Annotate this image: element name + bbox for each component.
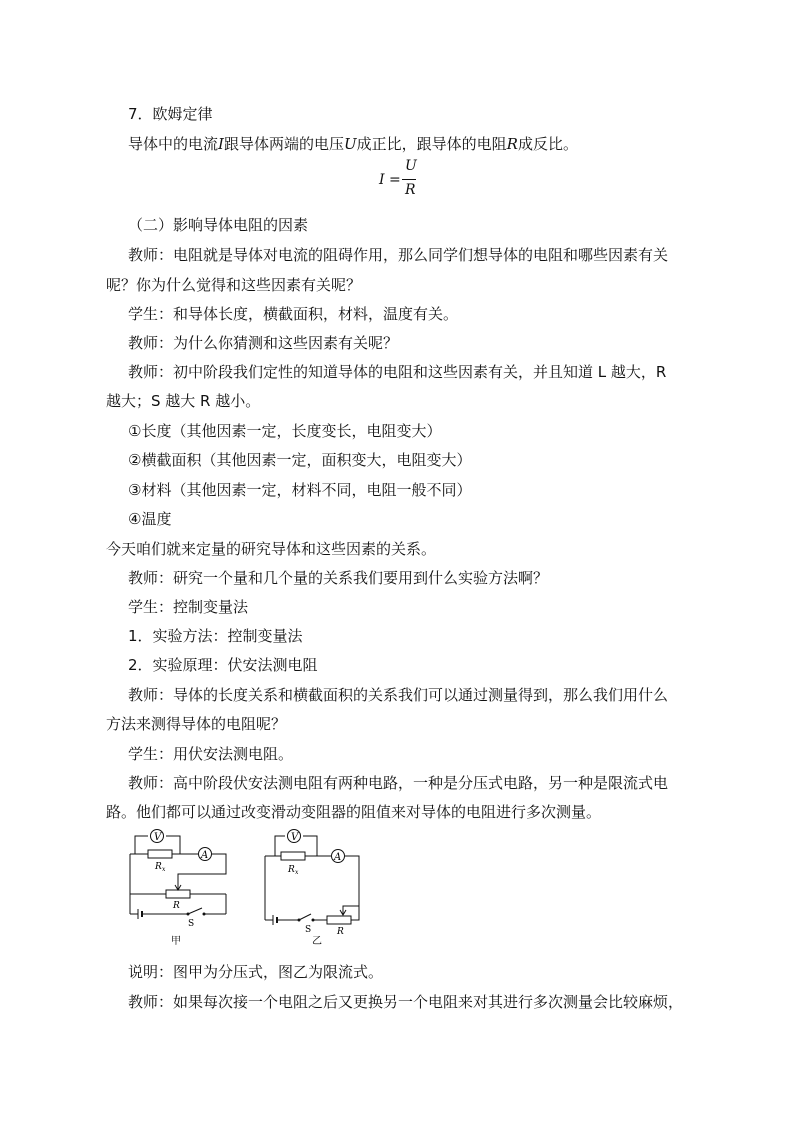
paragraph-teacher-3a: 教师：初中阶段我们定性的知道导体的电阻和这些因素有关，并且知道 L 越大，R: [128, 363, 667, 381]
fraction-bar: [402, 179, 416, 180]
paragraph-teacher-5b: 方法来测得导体的电阻呢？: [106, 715, 287, 733]
symbol-R: R: [506, 135, 518, 153]
rx-label-b: R: [288, 865, 295, 875]
circuit-divider-diagram: [120, 826, 240, 950]
paragraph-teacher-1b: 呢？你为什么觉得和这些因素有关呢？: [106, 276, 362, 294]
rx-sub-b: x: [295, 869, 299, 876]
ohm-text-mid1: 跟导体两端的电压: [223, 135, 344, 153]
ohm-text-mid2: 成正比，跟导体的电阻: [356, 135, 507, 153]
paragraph-note: 说明：图甲为分压式，图乙为限流式。: [128, 963, 384, 981]
paragraph-teacher-3b: 越大；S 越大 R 越小。: [106, 392, 261, 410]
section-heading-factors: （二）影响导体电阻的因素: [128, 216, 309, 234]
switch-label-b: S: [305, 925, 312, 935]
rx-label-a: R: [155, 862, 162, 872]
paragraph-today: 今天咱们就来定量的研究导体和这些因素的关系。: [106, 540, 437, 558]
paragraph-teacher-1a: 教师：电阻就是导体对电流的阻碍作用，那么同学们想导体的电阻和哪些因素有关: [128, 246, 669, 264]
paragraph-teacher-6b: 路。他们都可以通过改变滑动变阻器的阻值来对导体的电阻进行多次测量。: [106, 803, 602, 821]
rheostat-label-b: R: [337, 927, 344, 937]
ohms-law-statement: [128, 134, 718, 154]
ohm-text-post: 成反比。: [517, 135, 578, 153]
formula-numerator: U: [405, 158, 417, 174]
switch-label-a: S: [188, 919, 195, 929]
method-item-1: 1．实验方法：控制变量法: [128, 627, 303, 645]
voltmeter-label-a: V: [154, 832, 162, 843]
factor-area: ②横截面积（其他因素一定，面积变大，电阻变大）: [128, 451, 472, 469]
circuit-limiting-diagram: [255, 826, 375, 950]
caption-b: 乙: [312, 936, 322, 947]
formula-denominator: R: [405, 182, 416, 198]
rx-sub-a: x: [162, 866, 166, 873]
factor-temperature: ④温度: [128, 510, 172, 528]
caption-a: 甲: [171, 936, 181, 947]
voltmeter-label-b: V: [291, 832, 299, 843]
rheostat-label-a: R: [173, 901, 180, 911]
paragraph-teacher-6a: 教师：高中阶段伏安法测电阻有两种电路，一种是分压式电路，另一种是限流式电: [128, 774, 669, 792]
ammeter-label-b: A: [334, 852, 342, 863]
paragraph-student-2: 学生：控制变量法: [128, 598, 249, 616]
method-item-2: 2．实验原理：伏安法测电阻: [128, 656, 318, 674]
factor-material: ③材料（其他因素一定，材料不同，电阻一般不同）: [128, 481, 472, 499]
ammeter-label-a: A: [201, 850, 209, 861]
paragraph-student-3: 学生：用伏安法测电阻。: [128, 745, 294, 763]
ohm-formula: [375, 158, 455, 202]
paragraph-teacher-5a: 教师：导体的长度关系和横截面积的关系我们可以通过测量得到，那么我们用什么: [128, 686, 669, 704]
paragraph-student-1: 学生：和导体长度，横截面积，材料，温度有关。: [128, 305, 459, 323]
paragraph-teacher-4: 教师：研究一个量和几个量的关系我们要用到什么实验方法啊？: [128, 569, 549, 587]
factor-length: ①长度（其他因素一定，长度变长，电阻变大）: [128, 422, 442, 440]
heading-ohms-law: 7．欧姆定律: [128, 105, 213, 123]
ohm-text-pre: 导体中的电流: [128, 135, 219, 153]
symbol-I: I: [218, 135, 224, 153]
symbol-U: U: [343, 135, 357, 153]
paragraph-teacher-2: 教师：为什么你猜测和这些因素有关呢？: [128, 334, 399, 352]
paragraph-teacher-7: 教师：如果每次接一个电阻之后又更换另一个电阻来对其进行多次测量会比较麻烦，: [128, 993, 684, 1011]
formula-lhs: I =: [379, 172, 401, 188]
